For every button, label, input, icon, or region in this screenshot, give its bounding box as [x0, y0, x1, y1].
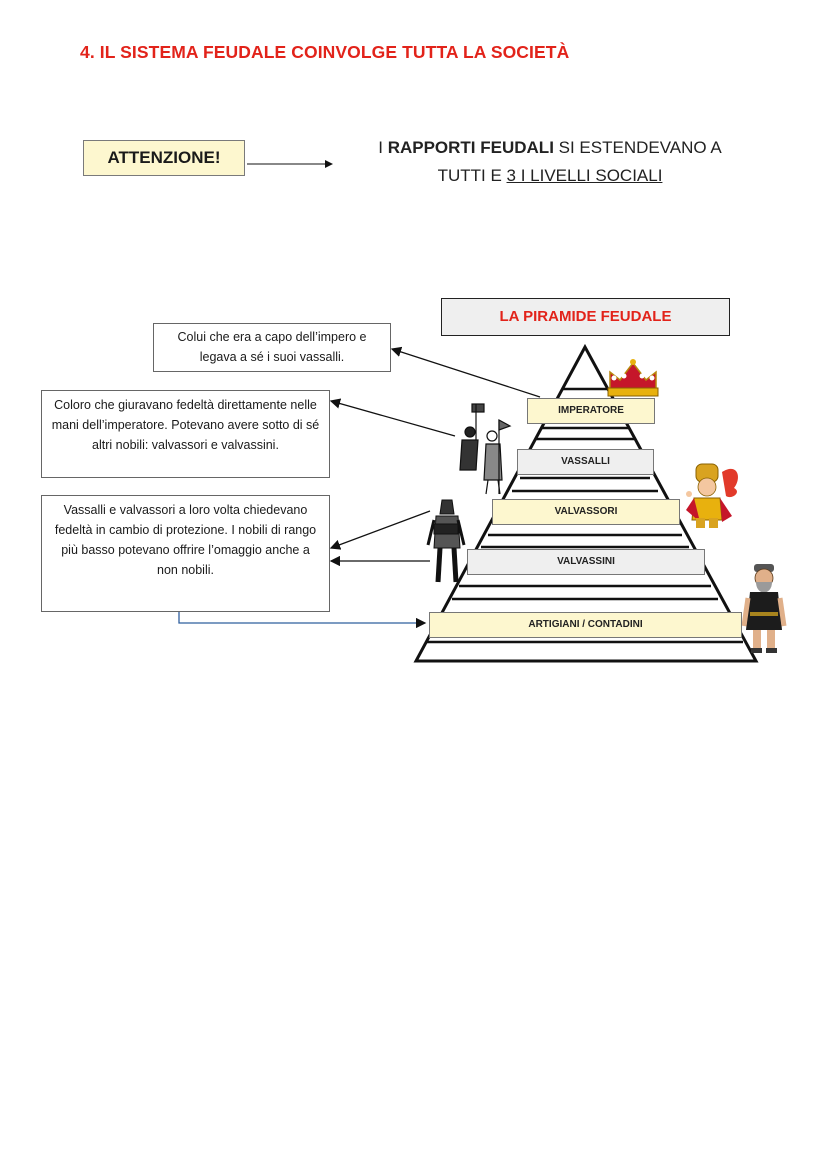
section-heading: 4. IL SISTEMA FEUDALE COINVOLGE TUTTA LA SOCIETÀ	[80, 42, 570, 62]
statement-part1: I	[378, 138, 388, 157]
pyramid-title: LA PIRAMIDE FEUDALE	[441, 298, 730, 336]
vassals-figure-icon	[460, 404, 510, 494]
cartoon-knight-icon	[686, 464, 738, 528]
level-imperatore: IMPERATORE	[527, 398, 655, 424]
valvassori-arrow	[331, 511, 430, 548]
vassals-arrow	[331, 401, 455, 436]
statement-part2: SI ESTENDEVANO A	[553, 138, 722, 157]
note-emperor: Colui che era a capo dell’impero e legava a sé i suoi vassalli.	[153, 323, 391, 372]
knight-figure-icon	[428, 500, 464, 582]
statement-underlined: 3 I LIVELLI SOCIALI	[506, 166, 663, 185]
peasant-figure-icon	[744, 564, 784, 653]
emperor-arrow	[392, 349, 540, 397]
crown-icon	[608, 359, 658, 396]
level-valvassori: VALVASSORI	[492, 499, 680, 525]
peasants-connector	[179, 612, 425, 623]
statement-line2: TUTTI E	[437, 166, 507, 185]
level-vassalli: VASSALLI	[517, 449, 654, 475]
level-artigiani-contadini: ARTIGIANI / CONTADINI	[429, 612, 742, 638]
note-lower-nobles: Vassalli e valvassori a loro volta chiedevano fedeltà in cambio di protezione. I nobili di rango più basso potevano offrire l’omaggio anche a non nobili.	[41, 495, 330, 612]
level-valvassini: VALVASSINI	[467, 549, 705, 575]
attention-box: ATTENZIONE!	[83, 140, 245, 176]
statement-bold: RAPPORTI FEUDALI	[387, 138, 554, 157]
note-vassals: Coloro che giuravano fedeltà direttamente nelle mani dell’imperatore. Potevano avere sotto di sé altri nobili: valvassori e valvassini.	[41, 390, 330, 478]
